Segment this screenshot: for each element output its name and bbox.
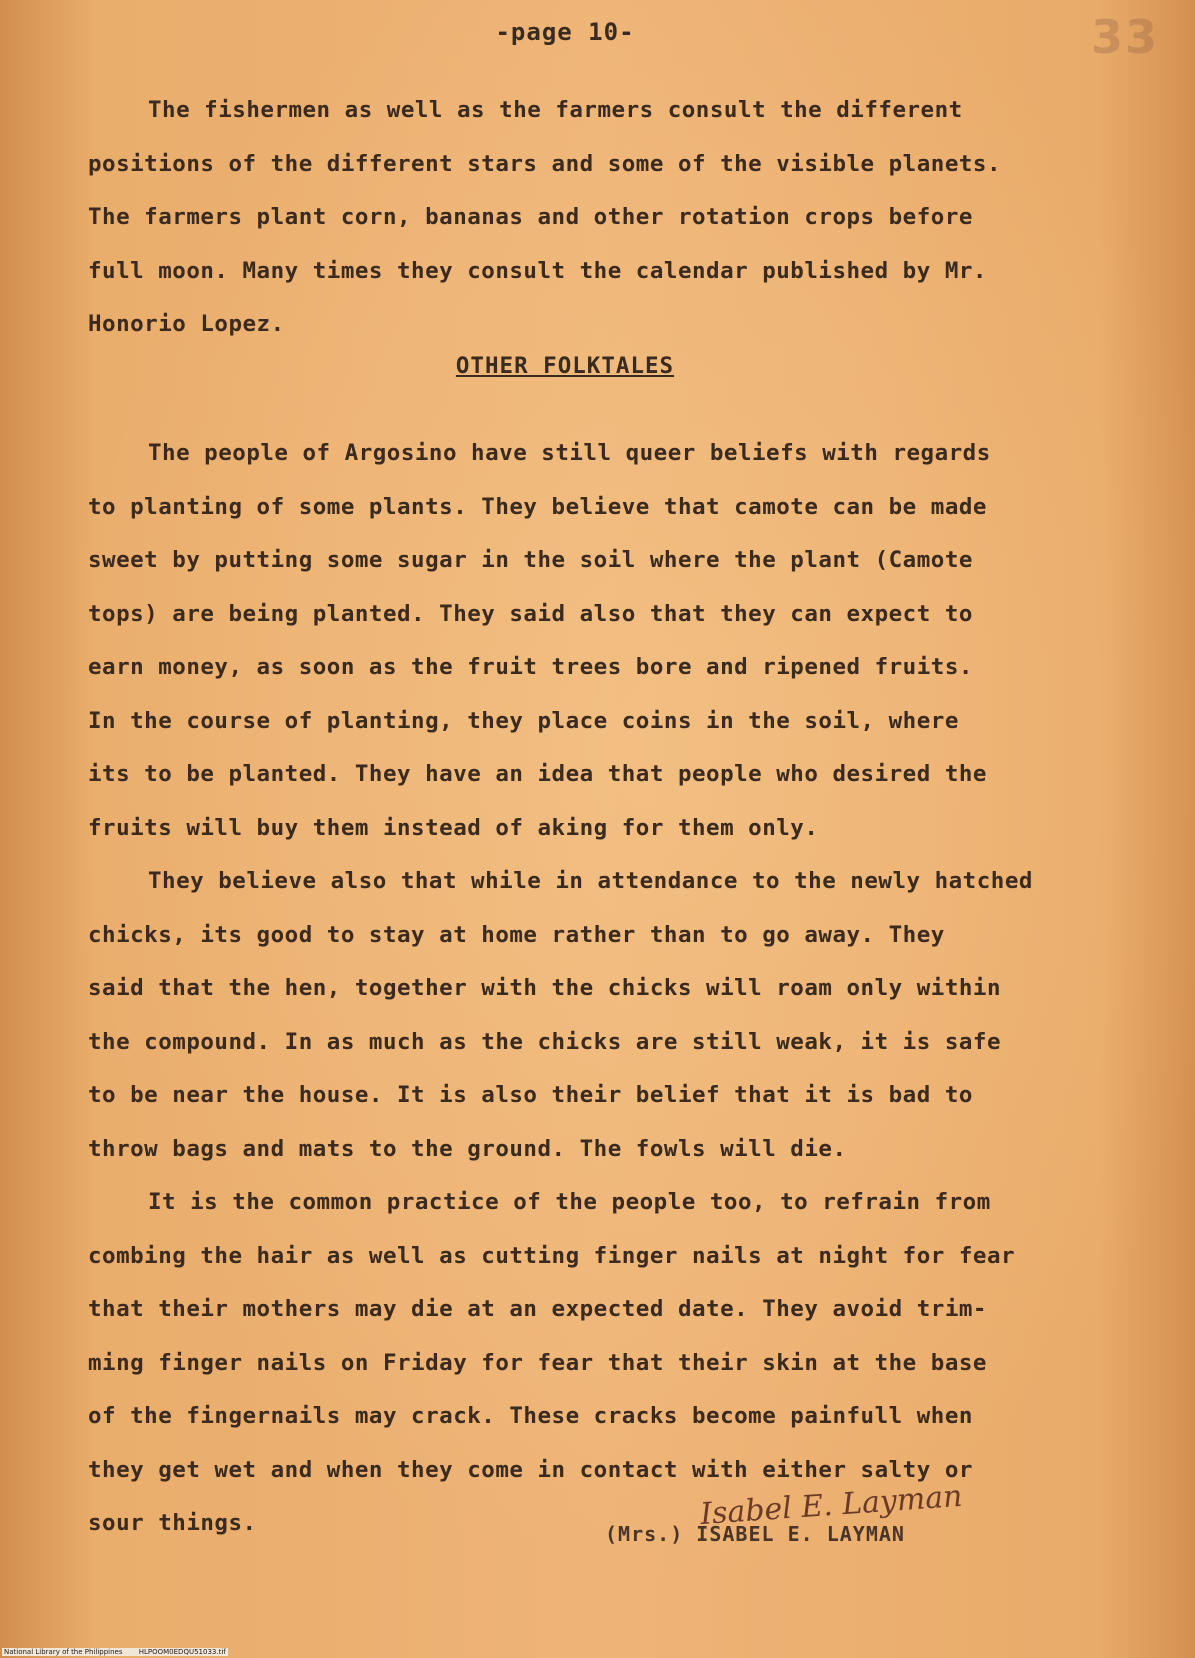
- page-number-header: -page 10-: [495, 18, 635, 46]
- text-line: They believe also that while in attendance to the newly hatched: [148, 868, 1033, 894]
- text-line: combing the hair as well as cutting finger nails at night for fear: [88, 1242, 1016, 1269]
- text-line: ming finger nails on Friday for fear that their skin at the base: [88, 1349, 987, 1376]
- text-line: The farmers plant corn, bananas and other rotation crops before: [88, 204, 973, 230]
- text-line: tops) are being planted. They said also that they can expect to: [88, 600, 973, 627]
- handwritten-signature: Isabel E. Layman: [699, 1478, 964, 1533]
- section-heading: OTHER FOLKTALES: [455, 353, 675, 379]
- text-line: sour things.: [88, 1510, 257, 1536]
- text-line: the compound. In as much as the chicks are still weak, it is safe: [88, 1028, 1001, 1055]
- text-line: chicks, its good to stay at home rather than to go away. They: [88, 921, 945, 948]
- text-line: positions of the different stars and some of the visible planets.: [88, 150, 1001, 177]
- typed-signature: (Mrs.) ISABEL E. LAYMAN: [605, 1522, 905, 1546]
- text-line: that their mothers may die at an expected date. They avoid trim-: [88, 1296, 987, 1322]
- footer-institution: National Library of the Philippines: [4, 1648, 123, 1656]
- text-line: sweet by putting some sugar in the soil where the plant (Camote: [88, 547, 973, 573]
- paragraph-1: [88, 84, 1128, 352]
- text-line: to be near the house. It is also their belief that it is bad to: [88, 1082, 973, 1108]
- page-stamp-number: 33: [1090, 10, 1159, 64]
- text-line: The people of Argosino have still queer beliefs with regards: [148, 440, 991, 466]
- text-line: The fishermen as well as the farmers consult the different: [148, 97, 963, 123]
- text-line: earn money, as soon as the fruit trees bore and ripened fruits.: [88, 654, 973, 680]
- paragraph-2: [88, 427, 1128, 855]
- scan-footer: [2, 1648, 228, 1656]
- text-line: Honorio Lopez.: [88, 311, 285, 337]
- text-line: said that the hen, together with the chicks will roam only within: [88, 975, 1001, 1001]
- text-line: full moon. Many times they consult the calendar published by Mr.: [88, 257, 987, 284]
- text-line: to planting of some plants. They believe that camote can be made: [88, 493, 987, 520]
- text-line: its to be planted. They have an idea that people who desired the: [88, 761, 987, 787]
- footer-filename: HLPOOM0EDQU51033.tif: [138, 1648, 226, 1656]
- text-line: throw bags and mats to the ground. The fowls will die.: [88, 1135, 847, 1162]
- text-line: they get wet and when they come in contact with either salty or: [88, 1456, 973, 1483]
- paragraph-3: [88, 855, 1128, 1176]
- text-line: of the fingernails may crack. These cracks become painfull when: [88, 1403, 973, 1429]
- paragraph-4: [88, 1176, 1128, 1551]
- text-line: In the course of planting, they place coins in the soil, where: [88, 707, 959, 734]
- text-line: It is the common practice of the people too, to refrain from: [148, 1189, 991, 1215]
- text-line: fruits will buy them instead of aking for them only.: [88, 814, 819, 841]
